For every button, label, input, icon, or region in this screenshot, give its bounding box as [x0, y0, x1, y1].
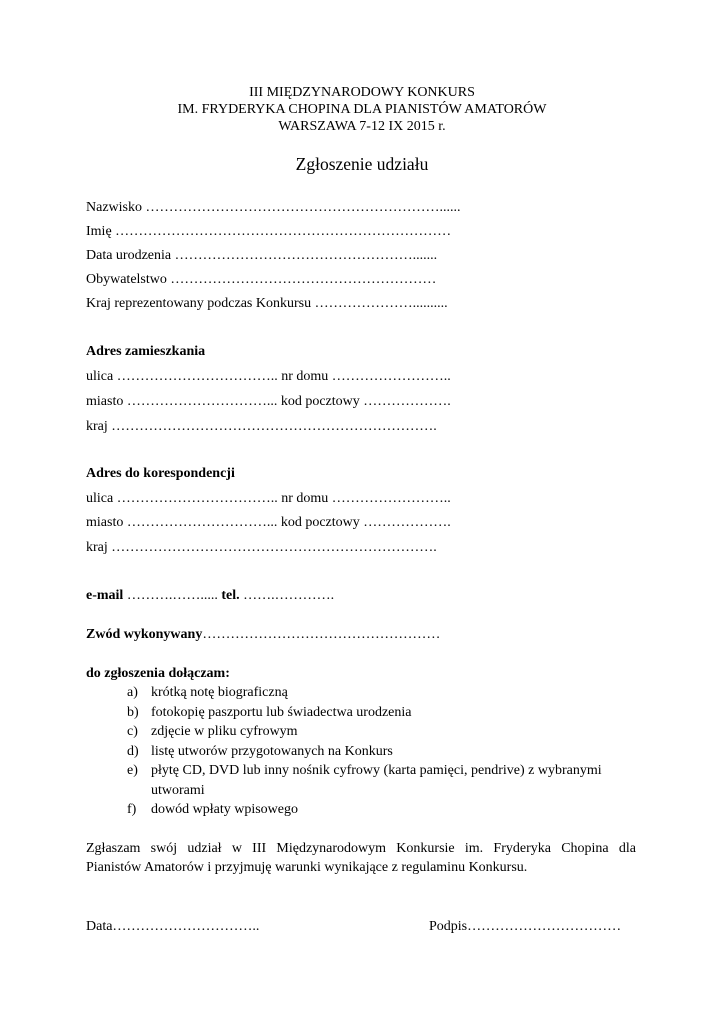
field-obywatelstwo: Obywatelstwo ………………………………………………… — [86, 272, 437, 287]
attachment-a-letter: a) — [127, 685, 138, 700]
attachment-a-text: krótką notę biograficzną — [151, 685, 288, 700]
field-nazwisko: Nazwisko ………………………………………………………...... — [86, 200, 461, 215]
email-dots: ……….……..... — [123, 588, 222, 603]
declaration-line-1: Zgłaszam swój udział w III Międzynarodowym Konkursie im. Fryderyka Chopina dla — [86, 841, 636, 856]
field-kor-kraj: kraj ……………………………………………………………. — [86, 540, 437, 555]
header-line-3: WARSZAWA 7-12 IX 2015 r. — [278, 119, 446, 134]
header-line-1: III MIĘDZYNARODOWY KONKURS — [249, 85, 475, 100]
field-kor-ulica: ulica …………………………….. nr domu …………………….. — [86, 491, 451, 506]
field-kor-miasto: miasto …………………………... kod pocztowy ………………. — [86, 515, 451, 530]
tel-dots: …….…………. — [239, 588, 335, 603]
signature-date: Data………………………….. — [86, 919, 260, 934]
zawod-dots: …………………………………………… — [202, 627, 441, 642]
attachment-d-letter: d) — [127, 744, 139, 759]
section-heading-adres-zamieszkania: Adres zamieszkania — [86, 344, 206, 359]
field-zam-miasto: miasto …………………………... kod pocztowy ………………. — [86, 394, 451, 409]
field-imie: Imię ……………………………………………………………… — [86, 224, 452, 239]
attachment-e-text: płytę CD, DVD lub inny nośnik cyfrowy (karta pamięci, pendrive) z wybranymi — [151, 763, 602, 778]
attachment-e-letter: e) — [127, 763, 138, 778]
attachment-b-letter: b) — [127, 705, 139, 720]
attachment-c-letter: c) — [127, 724, 138, 739]
attachment-e-continuation: utworami — [151, 783, 205, 798]
form-title: Zgłoszenie udziału — [295, 154, 429, 174]
field-contact — [86, 587, 334, 604]
attachment-c-text: zdjęcie w pliku cyfrowym — [151, 724, 298, 739]
tel-label: tel. — [221, 588, 240, 603]
field-zawod — [86, 626, 440, 643]
field-zam-kraj: kraj ……………………………………………………………. — [86, 419, 437, 434]
attachments-heading: do zgłoszenia dołączam: — [86, 666, 230, 681]
field-zam-ulica: ulica …………………………….. nr domu …………………….. — [86, 369, 451, 384]
declaration-line-2: Pianistów Amatorów i przyjmuję warunki wynikające z regulaminu Konkursu. — [86, 860, 528, 875]
attachment-f-letter: f) — [127, 802, 137, 817]
section-heading-adres-korespondencji: Adres do korespondencji — [86, 466, 235, 481]
zawod-label: Zwód wykonywany — [86, 627, 203, 642]
attachment-f-text: dowód wpłaty wpisowego — [151, 802, 298, 817]
field-data-urodzenia: Data urodzenia ……………………………………………....... — [86, 248, 438, 263]
attachment-d-text: listę utworów przygotowanych na Konkurs — [151, 744, 393, 759]
field-kraj-reprezentowany: Kraj reprezentowany podczas Konkursu ………………….......... — [86, 296, 448, 311]
email-label: e-mail — [86, 588, 124, 603]
attachment-b-text: fotokopię paszportu lub świadectwa urodzenia — [151, 705, 412, 720]
header-line-2: IM. FRYDERYKA CHOPINA DLA PIANISTÓW AMATORÓW — [177, 102, 547, 117]
signature-podpis: Podpis…………………………… — [429, 919, 622, 934]
